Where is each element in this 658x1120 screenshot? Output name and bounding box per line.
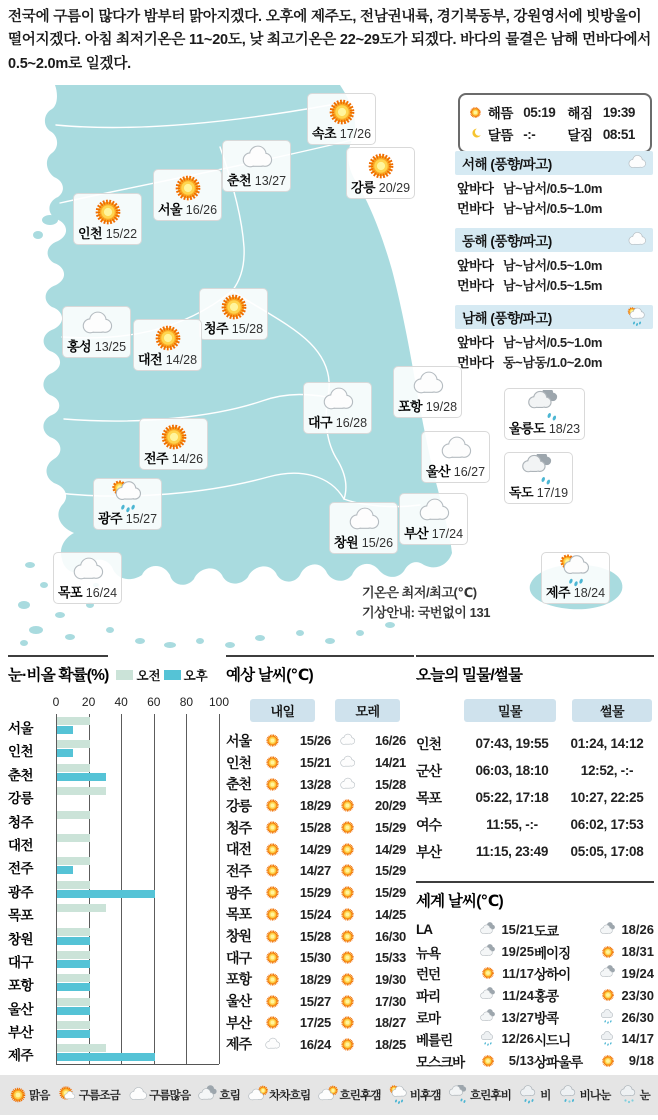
- city-label: 창원 15/26: [334, 535, 394, 550]
- world-city-베이징: 베이징 18/31: [534, 944, 654, 961]
- sun-icon: [91, 195, 125, 229]
- city-label: 대전 14/28: [138, 352, 198, 367]
- world-city-로마: 로마 13/27: [416, 1009, 534, 1027]
- korea-weather-map: [0, 85, 658, 655]
- world-weather-row: [416, 963, 654, 985]
- chart-row-대구: [8, 948, 219, 971]
- x-tick-label: 60: [147, 695, 161, 709]
- chart-row-춘천: [8, 761, 219, 784]
- forecast-row-청주: 청주 15/28 15/29: [226, 819, 406, 836]
- city-label: 목포 16/24: [58, 585, 118, 600]
- chart-x-axis: [52, 695, 230, 712]
- am-legend-swatch: [116, 670, 133, 680]
- clouds-icon: [600, 922, 616, 938]
- tide-title: 오늘의 밀물/썰물: [416, 655, 654, 685]
- tide-row-여수: 여수 11:55, -:- 06:02, 17:53: [416, 816, 644, 833]
- forecast-row-전주: 전주 14/27 15/29: [226, 862, 406, 879]
- map-city-울릉도: [504, 388, 585, 440]
- pm-bar: [57, 866, 73, 874]
- forecast-row-울산: 울산 15/27 17/30: [226, 993, 406, 1010]
- legend-item-비: 비: [519, 1085, 550, 1105]
- chart-title: 눈·비올 확률(%): [8, 655, 108, 685]
- am-bar: [57, 951, 90, 959]
- col-header-day-after: 모레: [335, 699, 400, 722]
- sun-icon: [339, 1014, 356, 1031]
- sun-cloud-icon: [58, 1085, 78, 1105]
- world-weather-row: [416, 919, 654, 941]
- cloud-icon: [411, 368, 445, 402]
- sea-section: [455, 228, 653, 295]
- weather-icon-legend: [0, 1075, 658, 1115]
- pm-bar: [57, 773, 106, 781]
- legend-item-차차흐림: 차차흐림: [248, 1085, 310, 1105]
- city-label: 청주 15/28: [204, 321, 264, 336]
- world-city-파리: 파리 11/24: [416, 987, 534, 1005]
- map-city-울산: [421, 431, 490, 483]
- am-bar: [57, 998, 90, 1006]
- sun-icon: [600, 1053, 616, 1069]
- sun-icon: [339, 993, 356, 1010]
- right-column: [416, 655, 654, 1072]
- sun-icon: [264, 1014, 281, 1031]
- x-tick-label: 0: [52, 695, 60, 709]
- clouds-icon: [600, 965, 616, 981]
- world-city-베를린: 베를린 12/26: [416, 1031, 534, 1048]
- city-label: 포항 19/28: [398, 399, 458, 414]
- legend-item-맑음: 맑음: [8, 1085, 50, 1105]
- pm-bar: [57, 937, 90, 945]
- gridline: [219, 714, 220, 1064]
- chart-city-label: 대전: [8, 837, 34, 853]
- sea-section: [455, 151, 653, 218]
- sun-icon: [264, 776, 281, 793]
- sun-icon: [339, 797, 356, 814]
- legend-item-구름많음: 구름많음: [128, 1085, 190, 1105]
- legend-item-비나눈: 비나눈: [559, 1085, 611, 1105]
- sun-moon-row: 해뜸 05:19 해짐 19:39: [468, 101, 642, 123]
- map-city-서울: [153, 169, 222, 221]
- col-header-high-tide: 밀물: [464, 699, 556, 722]
- x-tick-label: 100: [208, 695, 230, 709]
- sun-moon-row: 달뜸 -:- 달짐 08:51: [468, 123, 642, 145]
- world-city-뉴욕: 뉴욕 19/25: [416, 944, 534, 961]
- map-city-대구: [303, 382, 372, 434]
- sun-icon: [468, 104, 483, 121]
- sun-icon: [217, 290, 251, 324]
- sun-icon: [264, 841, 281, 858]
- legend-item-흐림: 흐림: [198, 1085, 240, 1105]
- forecast-table: [226, 655, 414, 1055]
- world-weather-rows: [416, 919, 654, 1072]
- pm-legend-label: 오후: [183, 669, 208, 683]
- world-city-모스크바: 모스크바 5/13: [416, 1053, 534, 1070]
- sun-rain-icon: [627, 307, 647, 327]
- forecast-title: 예상 날씨(℃): [226, 655, 414, 685]
- sun-icon: [364, 149, 398, 183]
- forecast-row-포항: 포항 18/29 19/30: [226, 971, 406, 988]
- am-bar: [57, 717, 90, 725]
- world-weather-row: [416, 984, 654, 1006]
- cloud-sun-icon: [248, 1085, 268, 1105]
- x-tick-label: 40: [114, 695, 128, 709]
- pm-bar: [57, 960, 90, 968]
- cloud-rain-icon: [528, 390, 562, 424]
- world-city-LA: LA 15/21: [416, 922, 534, 938]
- snow-icon: [619, 1085, 639, 1105]
- city-label: 전주 14/26: [144, 451, 204, 466]
- sun-icon: [339, 949, 356, 966]
- city-label: 속초 17/26: [312, 126, 372, 141]
- am-bar: [57, 904, 106, 912]
- am-bar: [57, 857, 90, 865]
- chart-row-서울: [8, 714, 219, 737]
- cloud-icon: [128, 1085, 148, 1105]
- am-bar: [57, 1044, 106, 1052]
- chart-city-label: 창원: [8, 931, 34, 947]
- world-city-방콕: 방콕 26/30: [534, 1009, 654, 1027]
- world-weather-title: 세계 날씨(℃): [416, 881, 654, 911]
- sun-icon: [264, 797, 281, 814]
- world-city-도쿄: 도쿄 18/26: [534, 922, 654, 939]
- map-city-대전: [133, 319, 202, 371]
- pm-bar: [57, 726, 73, 734]
- city-label: 강릉 20/29: [351, 180, 411, 195]
- rain-snow-icon: [559, 1085, 579, 1105]
- cloud-icon: [339, 754, 356, 771]
- sea-forecast-panel: [455, 151, 653, 382]
- tide-row-군산: 군산 06:03, 18:10 12:52, -:-: [416, 762, 634, 779]
- chart-legend: [116, 658, 207, 684]
- chart-city-label: 청주: [8, 814, 34, 830]
- map-city-인천: [73, 193, 142, 245]
- temp-note: 기온은 최저/최고(℃): [362, 585, 477, 600]
- am-bar: [57, 740, 90, 748]
- sun-icon: [264, 971, 281, 988]
- chart-row-대전: [8, 831, 219, 854]
- clouds-icon: [480, 944, 496, 960]
- pm-bar: [57, 1030, 90, 1038]
- chart-city-label: 부산: [8, 1025, 34, 1041]
- sunrise-sunset-box: [458, 93, 652, 153]
- forecast-row-대구: 대구 15/30 15/33: [226, 949, 406, 966]
- chart-city-label: 목포: [8, 908, 34, 924]
- world-weather-row: [416, 1028, 654, 1050]
- cloud-icon: [627, 153, 647, 173]
- sea-row: 앞바다 남~남서/0.5~1.0m: [457, 258, 602, 273]
- map-city-제주: [541, 552, 610, 604]
- sun-icon: [339, 862, 356, 879]
- am-legend-label: 오전: [136, 669, 161, 683]
- chart-city-label: 대구: [8, 954, 34, 970]
- chart-row-청주: [8, 808, 219, 831]
- sea-header: 서해 (풍향/파고): [455, 151, 653, 175]
- chart-row-울산: [8, 995, 219, 1018]
- sun-icon: [339, 841, 356, 858]
- forecast-row-서울: 서울 15/26 16/26: [226, 732, 406, 749]
- am-bar: [57, 811, 90, 819]
- clouds-icon: [480, 1009, 496, 1025]
- col-header-tomorrow: 내일: [250, 699, 315, 722]
- cloud-icon: [321, 384, 355, 418]
- city-label: 울산 16/27: [426, 464, 486, 479]
- world-city-홍콩: 홍콩 23/30: [534, 987, 654, 1005]
- clouds-icon: [480, 987, 496, 1003]
- sun-icon: [264, 993, 281, 1010]
- chart-city-label: 강릉: [8, 791, 34, 807]
- am-bar: [57, 764, 90, 772]
- sun-icon: [264, 928, 281, 945]
- pm-bar: [57, 1007, 90, 1015]
- cloud-icon: [417, 495, 451, 529]
- sun-icon: [339, 884, 356, 901]
- sun-icon: [8, 1085, 28, 1105]
- pm-bar: [57, 749, 73, 757]
- sun-icon: [171, 171, 205, 205]
- cloud-icon: [627, 230, 647, 250]
- cloud-icon: [240, 142, 274, 176]
- chart-city-label: 춘천: [8, 767, 34, 783]
- world-weather-row: [416, 1050, 654, 1072]
- map-city-춘천: [222, 140, 291, 192]
- forecast-rows: [226, 730, 414, 1055]
- cloud-icon: [439, 433, 473, 467]
- forecast-row-목포: 목포 15/24 14/25: [226, 906, 406, 923]
- legend-item-비후갬: 비후갬: [389, 1085, 441, 1105]
- sea-header: 남해 (풍향/파고): [455, 305, 653, 329]
- sun-icon: [480, 965, 496, 981]
- rain-icon: [600, 1009, 616, 1025]
- map-city-전주: [139, 418, 208, 470]
- map-city-부산: [399, 493, 468, 545]
- cloud-rain-icon: [522, 454, 556, 488]
- sun-icon: [264, 819, 281, 836]
- legend-item-구름조금: 구름조금: [58, 1085, 120, 1105]
- sun-rain-icon: [559, 554, 593, 588]
- world-city-시드니: 시드니 14/17: [534, 1031, 654, 1048]
- chart-row-강릉: [8, 784, 219, 807]
- legend-item-흐린후비: 흐린후비: [449, 1085, 511, 1105]
- city-label: 서울 16/26: [158, 202, 218, 217]
- forecast-row-부산: 부산 17/25 18/27: [226, 1014, 406, 1031]
- cloud-icon: [264, 1036, 281, 1053]
- tide-row-부산: 부산 11:15, 23:49 05:05, 17:08: [416, 843, 644, 860]
- sun-icon: [264, 949, 281, 966]
- map-city-창원: [329, 502, 398, 554]
- sun-icon: [339, 928, 356, 945]
- am-bar: [57, 1021, 90, 1029]
- sun-icon: [325, 95, 359, 129]
- sun-icon: [339, 819, 356, 836]
- sun-icon: [264, 906, 281, 923]
- map-footnote: [362, 583, 490, 622]
- sea-row: 앞바다 남~남서/0.5~1.0m: [457, 335, 602, 350]
- rain-icon: [480, 1031, 496, 1047]
- precip-probability-chart: [8, 655, 230, 1065]
- chart-city-label: 울산: [8, 1001, 34, 1017]
- pm-bar: [57, 890, 155, 898]
- city-label: 독도 17/19: [509, 485, 569, 500]
- pm-bar: [57, 983, 90, 991]
- forecast-row-창원: 창원 15/28 16/30: [226, 928, 406, 945]
- forecast-row-강릉: 강릉 18/29 20/29: [226, 797, 406, 814]
- city-label: 제주 18/24: [546, 585, 606, 600]
- world-city-런던: 런던 11/17: [416, 965, 534, 983]
- chart-city-label: 포항: [8, 978, 34, 994]
- map-city-포항: [393, 366, 462, 418]
- clouds-icon: [480, 922, 496, 938]
- moon-icon: [468, 126, 483, 143]
- map-city-강릉: [346, 147, 415, 199]
- legend-item-흐린후갬: 흐린후갬: [318, 1085, 380, 1105]
- sea-section: [455, 305, 653, 372]
- sun-rain-icon: [389, 1085, 409, 1105]
- cloud-sun-icon: [318, 1085, 338, 1105]
- sun-icon: [264, 862, 281, 879]
- city-label: 부산 17/24: [404, 526, 464, 541]
- clouds-icon: [198, 1085, 218, 1105]
- am-bar: [57, 834, 90, 842]
- chart-row-광주: [8, 878, 219, 901]
- sun-icon: [600, 944, 616, 960]
- map-city-청주: [199, 288, 268, 340]
- sea-row: 먼바다 동~남동/1.0~2.0m: [457, 354, 602, 370]
- tide-rows: [416, 730, 654, 865]
- x-tick-label: 20: [81, 695, 96, 709]
- sun-icon: [600, 987, 616, 1003]
- city-label: 춘천 13/27: [227, 173, 287, 188]
- cloud-icon: [339, 732, 356, 749]
- world-city-상하이: 상하이 19/24: [534, 965, 654, 983]
- x-tick-label: 80: [179, 695, 194, 709]
- sea-header: 동해 (풍향/파고): [455, 228, 653, 252]
- chart-row-부산: [8, 1018, 219, 1041]
- cloud-rain-icon: [449, 1085, 469, 1105]
- chart-city-label: 제주: [8, 1048, 34, 1064]
- forecast-row-광주: 광주 15/29 15/29: [226, 884, 406, 901]
- am-bar: [57, 928, 90, 936]
- sea-row: 먼바다 남~남서/0.5~1.0m: [457, 200, 602, 216]
- map-city-속초: [307, 93, 376, 145]
- sun-icon: [339, 1036, 356, 1053]
- rain-icon: [600, 1031, 616, 1047]
- am-bar: [57, 974, 90, 982]
- city-label: 홍성 13/25: [67, 339, 127, 354]
- chart-row-창원: [8, 925, 219, 948]
- chart-city-label: 서울: [8, 721, 34, 736]
- tide-row-목포: 목포 05:22, 17:18 10:27, 22:25: [416, 789, 644, 806]
- chart-row-목포: [8, 901, 219, 924]
- world-weather-row: [416, 941, 654, 963]
- city-label: 울릉도 18/23: [509, 421, 581, 436]
- chart-city-label: 전주: [8, 861, 34, 877]
- sun-icon: [151, 321, 185, 355]
- chart-city-label: 인천: [8, 744, 34, 760]
- map-city-독도: [504, 452, 573, 504]
- rain-icon: [519, 1085, 539, 1105]
- map-city-목포: [53, 552, 122, 604]
- world-weather-row: [416, 1006, 654, 1028]
- cloud-icon: [339, 776, 356, 793]
- sea-row: 먼바다 남~남서/0.5~1.5m: [457, 277, 602, 293]
- chart-row-포항: [8, 971, 219, 994]
- forecast-summary-text: 전국에 구름이 많다가 밤부터 맑아지겠다. 오후에 제주도, 전남권내륙, 경기북동부, 강원영서에 빗방울이 떨어지겠다. 아침 최저기온은 11~20도, 낮 최고기온은 22~29도가 되겠다. 바다의 물결은 남해 먼바다에서 0.5~2.0m로 일겠다.: [8, 9, 652, 72]
- am-bar: [57, 881, 90, 889]
- pm-legend-swatch: [164, 670, 181, 680]
- chart-row-전주: [8, 854, 219, 877]
- city-label: 광주 15/27: [98, 511, 158, 526]
- legend-item-눈: 눈: [619, 1085, 650, 1105]
- forecast-row-제주: 제주 16/24 18/25: [226, 1036, 406, 1053]
- phone-note: 기상안내: 국번없이 131: [362, 604, 491, 620]
- cloud-icon: [347, 504, 381, 538]
- tide-row-인천: 인천 07:43, 19:55 01:24, 14:12: [416, 735, 644, 752]
- chart-row-제주: [8, 1041, 219, 1064]
- forecast-row-대전: 대전 14/29 14/29: [226, 841, 406, 858]
- forecast-row-춘천: 춘천 13/28 15/28: [226, 776, 406, 793]
- city-label: 인천 15/22: [78, 226, 138, 241]
- map-city-광주: [93, 478, 162, 530]
- sun-icon: [339, 971, 356, 988]
- chart-city-label: 광주: [8, 884, 34, 900]
- city-label: 대구 16/28: [308, 415, 368, 430]
- map-city-홍성: [62, 306, 131, 358]
- forecast-row-인천: 인천 15/21 14/21: [226, 754, 406, 771]
- sun-icon: [480, 1053, 496, 1069]
- cloud-icon: [80, 308, 114, 342]
- sea-row: 앞바다 남~남서/0.5~1.0m: [457, 181, 602, 196]
- world-city-상파울루: 상파울루 9/18: [534, 1053, 654, 1070]
- sun-icon: [264, 754, 281, 771]
- pm-bar: [57, 1053, 155, 1061]
- sun-icon: [157, 420, 191, 454]
- col-header-low-tide: 썰물: [572, 699, 652, 722]
- sun-icon: [339, 906, 356, 923]
- am-bar: [57, 787, 106, 795]
- chart-row-인천: [8, 737, 219, 760]
- sun-icon: [264, 732, 281, 749]
- cloud-icon: [71, 554, 105, 588]
- chart-plot-area: [8, 714, 219, 1065]
- sun-icon: [264, 884, 281, 901]
- sun-rain-icon: [111, 480, 145, 514]
